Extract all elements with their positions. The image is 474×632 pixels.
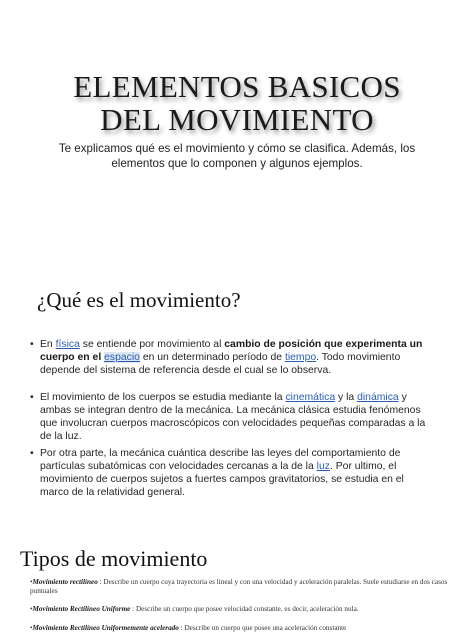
bullet-dot: •	[30, 339, 34, 350]
type-item: •Movimiento Rectilíneo Uniforme : Describe un cuerpo que posee velocidad constante, es decir, aceleración nula.	[30, 605, 359, 613]
text-span: y la	[335, 392, 358, 403]
link-espacio[interactable]: espacio	[104, 352, 140, 363]
main-title	[0, 70, 474, 136]
text-span: y ambas se integran dentro de la mecánica. La mecánica clásica estudia fenómenos que involucran cuerpos macroscópicos con velocidades pequeñas comparadas a la de la luz.	[40, 392, 426, 442]
bullet-item	[30, 391, 430, 443]
bold-text: cambio de posición que experimenta un cuerpo en el	[40, 339, 423, 363]
types-slide	[0, 530, 474, 632]
text-span: . Por ultimo, el movimiento de cuerpos sujetos a fuertes campos gravitatorios, se estudia en el marco de la relatividad general.	[40, 461, 404, 498]
title-line-2: DEL MOVIMIENTO	[100, 102, 374, 137]
type-description: : Describe un cuerpo cuya trayectoria es lineal y con una velocidad y aceleración paralelas. Suele estudiarse en dos casos puntuales	[30, 578, 448, 595]
type-name: Movimiento Rectilíneo Uniforme	[32, 605, 131, 613]
link-cinematica[interactable]: cinemática	[285, 392, 336, 403]
title-slide	[0, 0, 474, 268]
section-heading: Tipos de movimiento	[20, 546, 208, 571]
bullet-item	[30, 447, 430, 499]
type-item: •Movimiento rectilíneo : Describe un cuerpo cuya trayectoria es lineal y con una velocidad y aceleración paralelas. Suele estudiarse en dos casos puntuales	[30, 578, 448, 595]
type-description: : Describe un cuerpo que posee velocidad constante, es decir, aceleración nula.	[130, 605, 359, 613]
link-fisica[interactable]: física	[55, 339, 80, 350]
bullet-text	[40, 338, 430, 377]
type-description: : Describe un cuerpo que posee una aceleración constante	[178, 624, 347, 632]
text-span: . Todo movimiento depende del sistema de referencia desde el cual se lo observa.	[40, 352, 401, 376]
text-span: En	[40, 339, 56, 350]
section-heading: ¿Qué es el movimiento?	[37, 288, 241, 312]
bullet-dot: •	[30, 448, 34, 459]
subtitle-line-2: elementos que lo componen y algunos ejemplos.	[111, 157, 363, 170]
type-name: Movimiento rectilíneo	[32, 578, 98, 586]
text-span: en un determinado período de	[139, 352, 285, 363]
text-span: Por otra parte, la mecánica cuántica describe las leyes del comportamiento de partículas subatómicas con velocidades cercanas a la de la	[40, 448, 401, 472]
type-item: •Movimiento Rectilíneo Uniformemente acelerado : Describe un cuerpo que posee una aceleración constante	[30, 624, 347, 632]
bullet-item	[30, 338, 430, 377]
link-dinamica[interactable]: dinámica	[357, 392, 399, 403]
subtitle-line-1: Te explicamos qué es el movimiento y cómo se clasifica. Además, los	[58, 142, 416, 155]
type-name: Movimiento Rectilíneo Uniformemente acelerado	[32, 624, 179, 632]
link-tiempo[interactable]: tiempo	[284, 352, 317, 363]
link-luz[interactable]: luz	[316, 461, 330, 472]
text-span: se entiende por movimiento al	[79, 339, 225, 350]
title-line-1: ELEMENTOS BASICOS	[73, 69, 401, 104]
definition-slide	[0, 268, 474, 530]
text-span: El movimiento de los cuerpos se estudia mediante la	[40, 392, 286, 403]
bullet-dot: •	[30, 392, 34, 403]
bullet-text	[40, 447, 430, 499]
subtitle	[40, 141, 434, 171]
bullet-text	[40, 391, 430, 443]
